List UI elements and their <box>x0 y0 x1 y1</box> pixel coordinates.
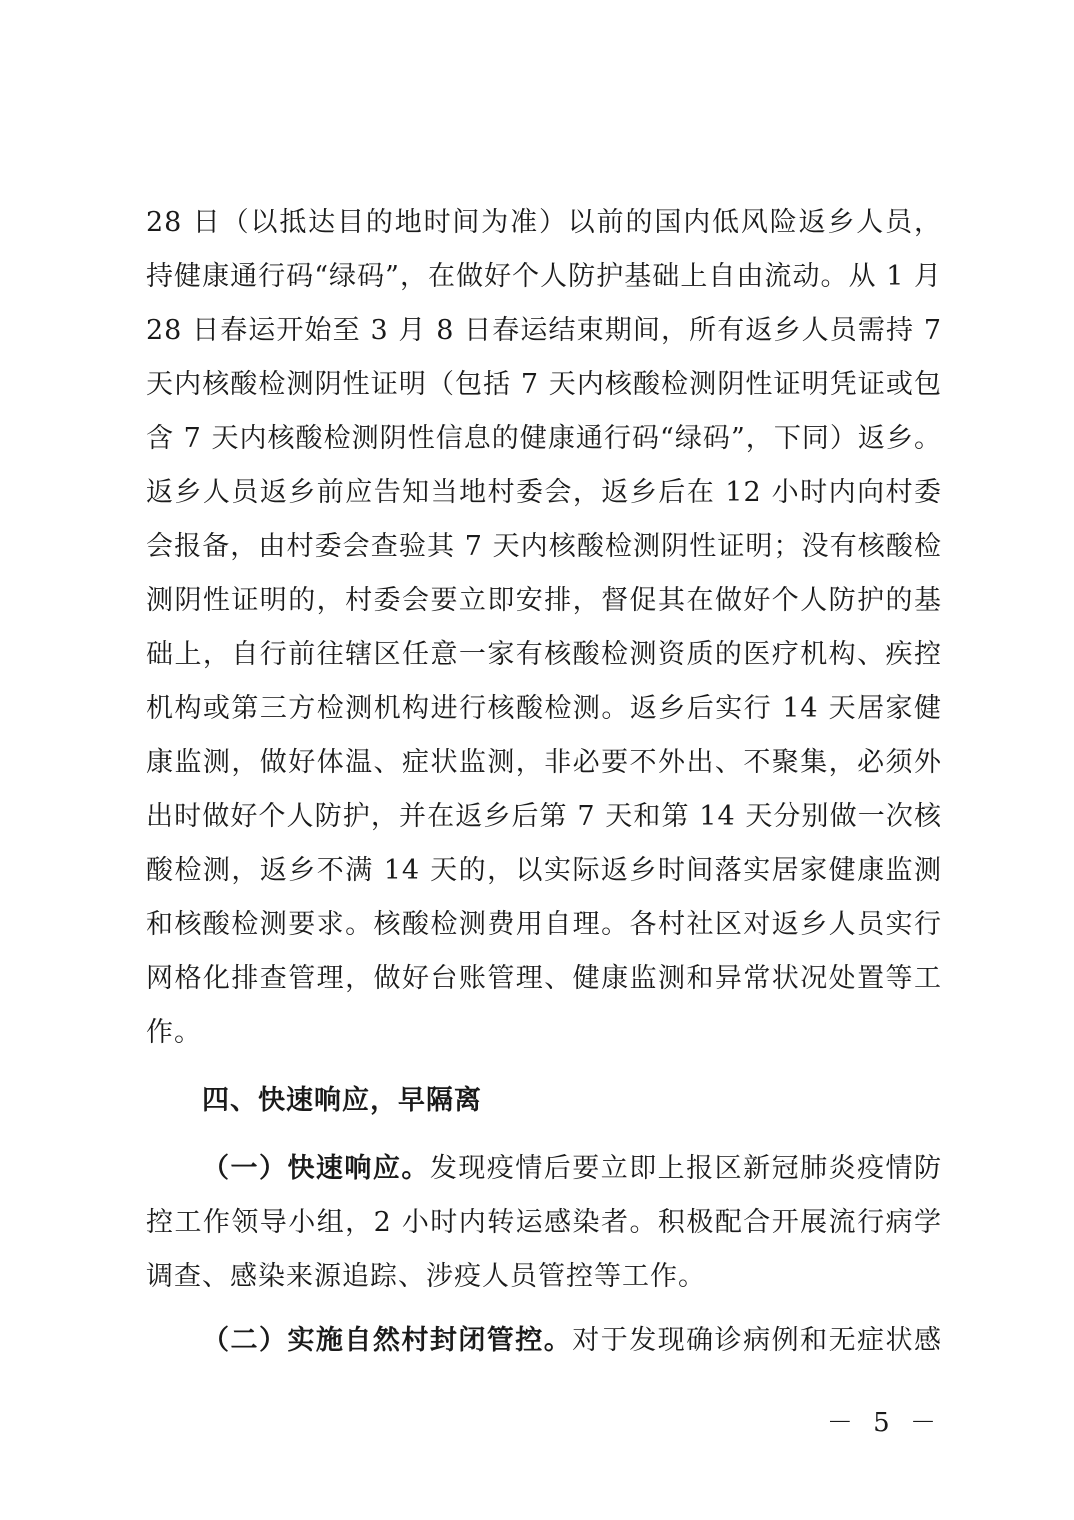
text-line: 机构或第三方检测机构进行核酸检测。返乡后实行 14 天居家健 <box>146 693 942 724</box>
text-line: 酸检测，返乡不满 14 天的，以实际返乡时间落实居家健康监测 <box>146 855 942 886</box>
text-line: 康监测，做好体温、症状监测，非必要不外出、不聚集，必须外 <box>146 747 942 778</box>
text-line: 持健康通行码“绿码”，在做好个人防护基础上自由流动。从 1 月 <box>146 261 942 292</box>
text-line: 础上，自行前往辖区任意一家有核酸检测资质的医疗机构、疾控 <box>146 639 942 670</box>
item-2-line-1 <box>146 1314 942 1368</box>
text-line: 出时做好个人防护，并在返乡后第 7 天和第 14 天分别做一次核 <box>146 801 942 832</box>
item-1-bold-lead: （一）快速响应。 <box>202 1153 430 1184</box>
spacer <box>146 1132 942 1142</box>
spacer <box>146 1304 942 1314</box>
item-1-text: 发现疫情后要立即上报区新冠肺炎疫情防 <box>429 1153 943 1184</box>
text-line: 和核酸检测要求。核酸检测费用自理。各村社区对返乡人员实行 <box>146 909 942 940</box>
item-2-text: 对于发现确诊病例和无症状感 <box>572 1325 943 1356</box>
text-line: 作。 <box>146 1017 202 1048</box>
text-line: 28 日春运开始至 3 月 8 日春运结束期间，所有返乡人员需持 7 <box>146 315 942 346</box>
item-2-bold-lead: （二）实施自然村封闭管控。 <box>202 1325 573 1356</box>
text-line: 控工作领导小组，2 小时内转运感染者。积极配合开展流行病学 <box>146 1207 942 1238</box>
text-line: 网格化排查管理，做好台账管理、健康监测和异常状况处置等工 <box>146 963 942 994</box>
page-number: － 5 － <box>826 1408 942 1438</box>
text-line: 天内核酸检测阴性证明（包括 7 天内核酸检测阴性证明凭证或包 <box>146 369 942 400</box>
text-line: 28 日（以抵达目的地时间为准）以前的国内低风险返乡人员， <box>146 207 942 238</box>
document-body <box>146 196 942 1368</box>
item-1-line-1 <box>146 1142 942 1196</box>
text-line: 返乡人员返乡前应告知当地村委会，返乡后在 12 小时内向村委 <box>146 477 942 508</box>
text-line: 含 7 天内核酸检测阴性信息的健康通行码“绿码”，下同）返乡。 <box>146 423 942 454</box>
text-line: 调查、感染来源追踪、涉疫人员管控等工作。 <box>146 1261 706 1292</box>
spacer <box>146 1060 942 1070</box>
text-line: 测阴性证明的，村委会要立即安排，督促其在做好个人防护的基 <box>146 585 942 616</box>
text-line: 会报备，由村委会查验其 7 天内核酸检测阴性证明；没有核酸检 <box>146 531 942 562</box>
section-heading: 四、快速响应，早隔离 <box>202 1085 482 1116</box>
